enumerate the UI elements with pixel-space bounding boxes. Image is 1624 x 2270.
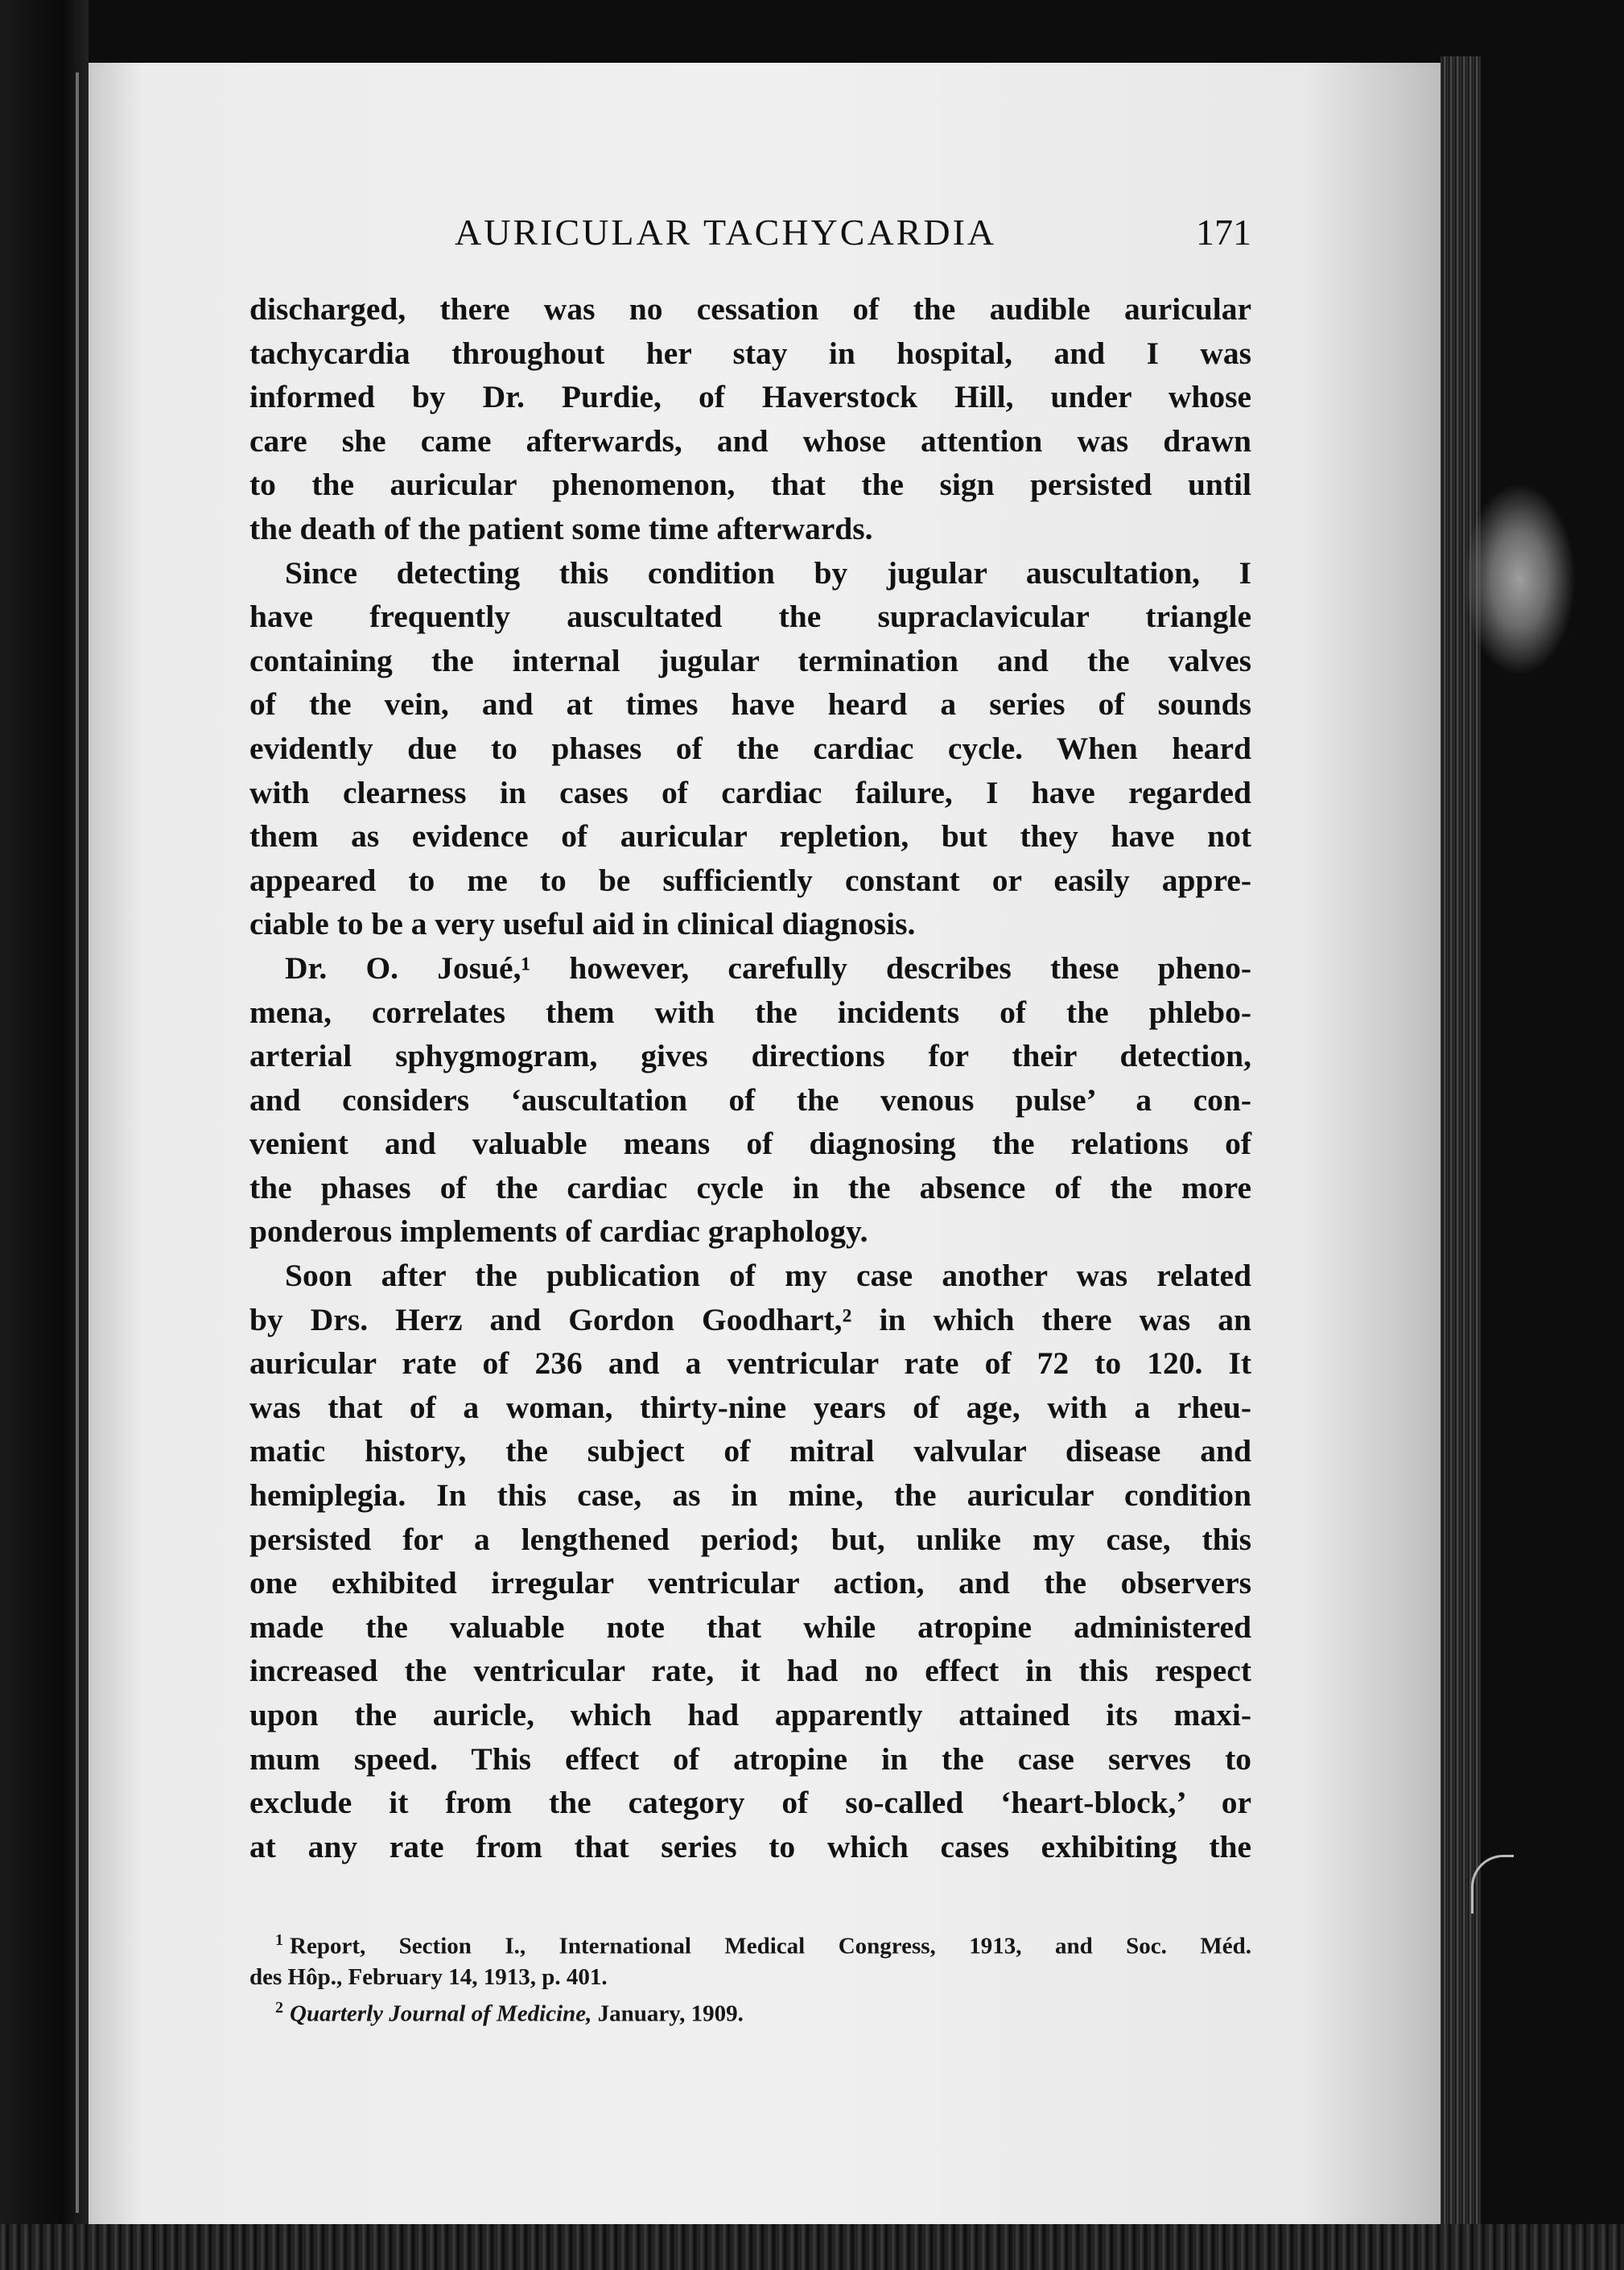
text-line: appeared to me to be sufficiently constant or easily appre- xyxy=(249,862,1251,898)
text-line: tachycardia throughout her stay in hospital, and I was xyxy=(249,335,1251,371)
footnote-2 xyxy=(249,1992,1251,2029)
text-line: have frequently auscultated the supraclavicular triangle xyxy=(249,599,1251,635)
text-line: Dr. O. Josué,¹ however, carefully describes these pheno- xyxy=(285,950,1251,986)
page-number: 171 xyxy=(1196,212,1251,253)
journal-title: Quarterly Journal of Medicine, xyxy=(290,2000,592,2027)
text-line: evidently due to phases of the cardiac cycle. When heard xyxy=(249,730,1251,766)
text-line: ponderous implements of cardiac graphology. xyxy=(249,1213,868,1250)
text-line: at any rate from that series to which cases exhibiting the xyxy=(249,1828,1251,1864)
facing-page-edge xyxy=(76,72,79,2213)
text-line: hemiplegia. In this case, as in mine, the auricular condition xyxy=(249,1477,1251,1514)
text-line: of the vein, and at times have heard a series of sounds xyxy=(249,686,1251,723)
text-line: auricular rate of 236 and a ventricular rate of 72 to 120. It xyxy=(249,1345,1251,1382)
text-line: ciable to be a very useful aid in clinical diagnosis. xyxy=(249,906,916,942)
footnote-date: January, 1909. xyxy=(597,2000,744,2027)
text-line: them as evidence of auricular repletion, but they have not xyxy=(249,818,1251,855)
text-line: made the valuable note that while atropine administered xyxy=(249,1609,1251,1645)
text-line: upon the auricle, which had apparently attained its maxi- xyxy=(249,1697,1251,1732)
scan-artifact xyxy=(1463,483,1576,676)
footnote-marker: 1 xyxy=(275,1931,283,1949)
text-line: arterial sphygmogram, gives directions for their detection, xyxy=(249,1038,1251,1074)
text-line: matic history, the subject of mitral valvular disease and xyxy=(249,1433,1251,1469)
text-line: Since detecting this condition by jugular auscultation, I xyxy=(285,554,1251,591)
footnote-1-continued: des Hôp., February 14, 1913, p. 401. xyxy=(249,1963,608,1990)
text-line: the death of the patient some time afterwards. xyxy=(249,510,873,546)
text-line: increased the ventricular rate, it had no effect in this respect xyxy=(249,1653,1251,1689)
text-line: informed by Dr. Purdie, of Haverstock Hill, under whose xyxy=(249,379,1251,415)
text-line: one exhibited irregular ventricular action, and the observers xyxy=(249,1565,1251,1601)
text-line: mena, correlates them with the incidents of the phlebo- xyxy=(249,994,1251,1030)
footnote-text: Report, Section I., International Medical Congress, 1913, and Soc. Méd. xyxy=(290,1933,1251,1959)
text-line: Soon after the publication of my case another was related xyxy=(285,1258,1251,1294)
body-text xyxy=(249,287,1251,1868)
text-line: containing the internal jugular termination and the valves xyxy=(249,642,1251,678)
footnotes xyxy=(249,1925,1251,2029)
running-title: AURICULAR TACHYCARDIA xyxy=(455,212,997,253)
footnote-marker: 2 xyxy=(275,1998,283,2017)
text-line: mum speed. This effect of atropine in the case serves to xyxy=(249,1741,1251,1777)
text-line: persisted for a lengthened period; but, unlike my case, this xyxy=(249,1521,1251,1557)
text-line: care she came afterwards, and whose attention was drawn xyxy=(249,422,1251,459)
running-head xyxy=(249,211,1251,256)
text-line: to the auricular phenomenon, that the sign persisted until xyxy=(249,467,1251,503)
bottom-scan-border xyxy=(0,2224,1624,2270)
text-line: discharged, there was no cessation of the audible auricular xyxy=(249,291,1251,327)
text-line: was that of a woman, thirty-nine years of age, with a rheu- xyxy=(249,1389,1251,1425)
text-line: venient and valuable means of diagnosing the relations of xyxy=(249,1126,1251,1162)
text-line: by Drs. Herz and Gordon Goodhart,² in which there was an xyxy=(249,1301,1251,1337)
text-line: with clearness in cases of cardiac failure, I have regarded xyxy=(249,774,1251,810)
text-line: and considers ‘auscultation of the venous pulse’ a con- xyxy=(249,1081,1251,1118)
footnote-1 xyxy=(249,1925,1251,1962)
text-line: exclude it from the category of so-called ‘heart-block,’ or xyxy=(249,1785,1251,1821)
text-line: the phases of the cardiac cycle in the absence of the more xyxy=(249,1169,1251,1205)
